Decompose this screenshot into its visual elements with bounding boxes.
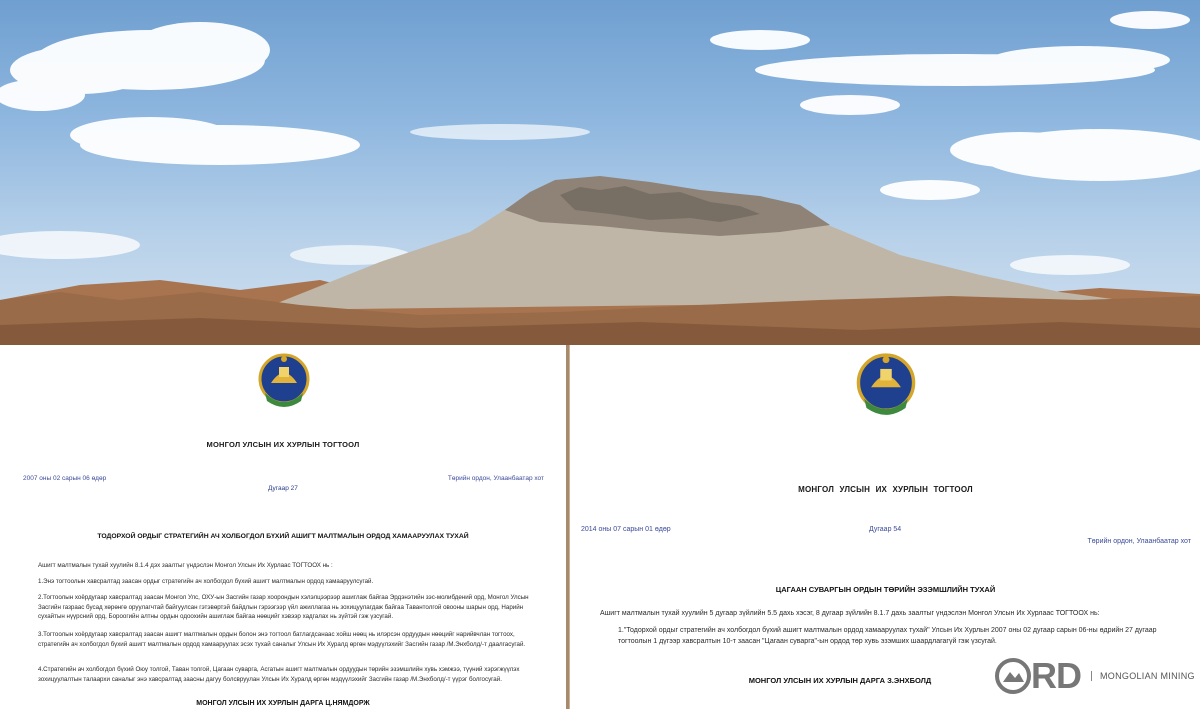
- logo-tagline: MONGOLIAN MINING: [1091, 671, 1195, 681]
- paragraph-1: 1.Энэ тогтоолын хавсралтад заасан ордыг стратегийн ач холбогдол бүхий ашигт малтмалын ордод хамааруулсугай.: [38, 578, 374, 585]
- landscape-photo: [0, 0, 1200, 345]
- page-title: МОНГОЛ УЛСЫН ИХ ХУРЛЫН ТОГТООЛ: [798, 485, 973, 494]
- preamble: Ашигт малтмалын тухай хуулийн 8.1.4 дэх заалтыг үндэслэн Монгол Улсын Их Хурлаас ТОГТООХ нь :: [38, 562, 333, 569]
- document-date: 2007 оны 02 сарын 06 өдөр: [23, 475, 107, 482]
- document-place: Төрийн ордон, Улаанбаатар хот: [447, 475, 544, 482]
- resolution-document-2007: [0, 345, 569, 709]
- paragraph-2: 2.Тогтоолын хоёрдугаар хавсралтад заасан Монгол Улс, ОХУ-ын Засгийн газар хоорондын хэлэлцээрээр ашиглаж байгаа Эрдэнэтийн зэс-молибдений орд, Монгол Улсын Засгийн газраас бусад хөрөнгө оруулагчтай байгуулсан гэтэвөртэй байдлын гэрээгээр үйл ажиллагаа нь зохицуулагдаж байгаа Тавантолгой овооны шарын орд, Нарийн сухайтын нүүрсний орд, Бороогийн алтны ордын одоохийн ашиглаж байгаа нөөцийг хэвээр хадгалах нь зүйтэй гэж үзсугай.: [38, 594, 529, 621]
- document-place: Төрийн ордон, Улаанбаатар хот: [1087, 538, 1191, 545]
- document-number: Дугаар 27: [268, 485, 298, 492]
- state-emblem-icon: [257, 353, 311, 409]
- paragraph-3: 3.Тогтоолын хоёрдугаар хавсралтад заасан ашигт малтмалын ордын болон энэ тогтоол батлагдсанаас хойш нөөц нь илэрсэн ордуудын нөөцийг нарийвчлан тогтоох, стратегийн ач холбогдол бүхий ашигт малтмалын ордод хамааруулах эсэх тухай саналыг Улсын Их Хуралд өргөн мэдүүлэхийг Засгийн газар /М.Энхболд/-т даалгасугай.: [38, 631, 526, 648]
- logo-mark: RD: [1031, 655, 1081, 696]
- document-title: ЦАГААН СУВАРГЫН ОРДЫН ТӨРИЙН ЭЗЭМШЛИЙН ТУХАЙ: [775, 585, 996, 594]
- document-title: ТОДОРХОЙ ОРДЫГ СТРАТЕГИЙН АЧ ХОЛБОГДОЛ БҮХИЙ АШИГТ МАЛТМАЛЫН ОРДОД ХАМААРУУЛАХ ТУХАЙ: [97, 533, 469, 540]
- preamble: Ашигт малтмалын тухай хуулийн 5 дугаар зүйлийн 5.5 дахь хэсэг, 8 дугаар зүйлийн 8.1.7 дахь заалтыг үндэслэн Монгол Улсын Их Хурлаас ТОГТООХ нь:: [600, 610, 1100, 617]
- document-date: 2014 оны 07 сарын 01 өдөр: [581, 526, 671, 533]
- paragraph-4: 4.Стратегийн ач холбогдол бүхий Оюу толгой, Таван толгой, Цагаан суварга, Асгатын ашигт малтмалын ордуудын төрийн эзэмшлийн хувь хэмжээ, түүний хэрэгжүүлэх зохицуулалтын талаархи саналыг энэ хавсралтад заасны дагуу болсвруулан Улсын Их Хуралд өргөн мэдүүлэхийг Засгийн газар /М.Энхболд/-т үүрэг болгосугай.: [38, 666, 520, 683]
- brand-logo: [995, 654, 1195, 698]
- document-number: Дугаар 54: [869, 526, 902, 533]
- state-emblem-icon: [855, 352, 917, 418]
- page-title: МОНГОЛ УЛСЫН ИХ ХУРЛЫН ТОГТООЛ: [206, 440, 360, 449]
- brand-logo-icon: [995, 658, 1031, 694]
- paragraph-1: 1."Тодорхой ордыг стратегийн ач холбогдол бүхий ашигт малтмалын ордод хамааруулах тухай" Улсын Их Хурлын 2007 оны 02 дугаар сарын 06-ны өдрийн 27 дугаар тогтоолын 1 дүгээр хавсралтын 10-т заасан "Цагаан суварга"-ын ордод төр хувь эзэмших шаардлагагүй гэж үзсугай.: [618, 627, 1157, 645]
- landscape-illustration: [0, 0, 1200, 345]
- signature: МОНГОЛ УЛСЫН ИХ ХУРЛЫН ДАРГА Ц.НЯМДОРЖ: [196, 700, 370, 707]
- signature: МОНГОЛ УЛСЫН ИХ ХУРЛЫН ДАРГА З.ЭНХБОЛД: [748, 676, 932, 685]
